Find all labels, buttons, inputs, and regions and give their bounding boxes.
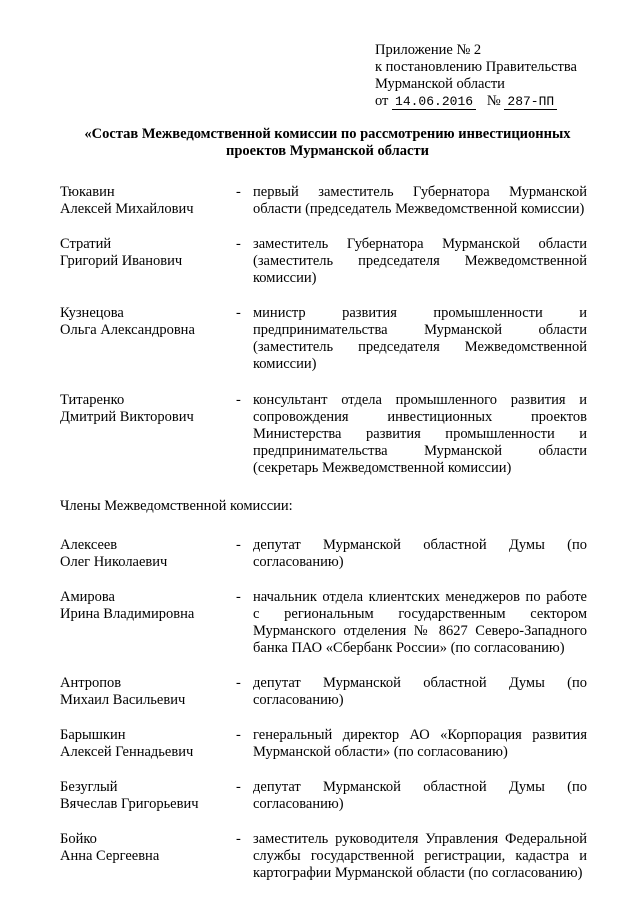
roster-row <box>60 392 587 477</box>
member-surname: Стратий <box>60 236 112 252</box>
member-name <box>60 305 236 339</box>
member-name <box>60 236 236 270</box>
appendix-header <box>375 42 615 110</box>
member-role: первый заместитель Губернатора Мурманской области (председатель Межведомственной комиссии) <box>253 184 587 217</box>
separator-dash: - <box>236 675 241 691</box>
separator-dash: - <box>236 392 241 408</box>
roster-row <box>60 236 587 287</box>
member-role: депутат Мурманской областной Думы (по согласованию) <box>253 675 587 708</box>
member-surname: Безуглый <box>60 779 118 795</box>
decree-number: 287-ПП <box>504 94 557 110</box>
member-name <box>60 831 236 865</box>
member-role: депутат Мурманской областной Думы (по согласованию) <box>253 537 587 570</box>
date-prefix: от <box>375 93 389 109</box>
member-name <box>60 589 236 623</box>
member-role: начальник отдела клиентских менеджеров по работе с региональным государственным сектором Мурманского отделения № 8627 Северо-Западного банка ПАО «Сбербанк России» (по согласованию) <box>253 589 587 656</box>
member-name <box>60 779 236 813</box>
member-role: консультант отдела промышленного развития и сопровождения инвестиционных проектов Министерства развития промышленности и предпринимательства Мурманской области (секретарь Межведомственной комиссии) <box>253 392 587 476</box>
separator-dash: - <box>236 184 241 200</box>
roster-row <box>60 537 587 571</box>
appendix-date-line <box>375 93 615 110</box>
member-given-names: Ольга Александровна <box>60 322 195 338</box>
member-surname: Амирова <box>60 589 115 605</box>
member-surname: Антропов <box>60 675 122 691</box>
member-role: заместитель Губернатора Мурманской области (заместитель председателя Межведомственной комиссии) <box>253 236 587 286</box>
title-line-2: проектов Мурманской области <box>226 143 429 159</box>
roster-row <box>60 675 587 709</box>
member-given-names: Алексей Геннадьевич <box>60 744 194 760</box>
member-role: министр развития промышленности и предпринимательства Мурманской области (заместитель председателя Межведомственной комиссии) <box>253 305 587 372</box>
member-name <box>60 675 236 709</box>
separator-dash: - <box>236 537 241 553</box>
member-surname: Алексеев <box>60 537 118 553</box>
member-role: депутат Мурманской областной Думы (по согласованию) <box>253 779 587 812</box>
separator-dash: - <box>236 305 241 321</box>
members-heading: Члены Межведомственной комиссии: <box>60 498 293 514</box>
member-given-names: Олег Николаевич <box>60 554 168 570</box>
member-name <box>60 727 236 761</box>
member-surname: Барышкин <box>60 727 126 743</box>
roster-row <box>60 305 587 373</box>
member-surname: Тюкавин <box>60 184 115 200</box>
commission-roster <box>60 184 587 882</box>
member-name <box>60 184 236 218</box>
member-given-names: Дмитрий Викторович <box>60 409 194 425</box>
member-given-names: Ирина Владимировна <box>60 606 195 622</box>
appendix-number: Приложение № 2 <box>375 42 482 58</box>
document-title <box>50 126 605 160</box>
appendix-reference: к постановлению Правительства <box>375 59 577 75</box>
title-line-1: «Состав Межведомственной комиссии по рассмотрению инвестиционных <box>84 126 571 142</box>
decree-date: 14.06.2016 <box>392 94 476 110</box>
member-given-names: Вячеслав Григорьевич <box>60 796 199 812</box>
roster-row <box>60 779 587 813</box>
number-prefix: № <box>486 93 501 109</box>
member-given-names: Михаил Васильевич <box>60 692 186 708</box>
member-given-names: Алексей Михайлович <box>60 201 194 217</box>
separator-dash: - <box>236 831 241 847</box>
member-surname: Титаренко <box>60 392 125 408</box>
separator-dash: - <box>236 236 241 252</box>
member-role: генеральный директор АО «Корпорация развития Мурманской области» (по согласованию) <box>253 727 587 760</box>
separator-dash: - <box>236 779 241 795</box>
separator-dash: - <box>236 727 241 743</box>
member-name <box>60 392 236 426</box>
roster-row <box>60 184 587 218</box>
roster-row <box>60 589 587 657</box>
appendix-region: Мурманской области <box>375 76 505 92</box>
roster-row <box>60 831 587 882</box>
member-surname: Бойко <box>60 831 97 847</box>
roster-row <box>60 727 587 761</box>
member-given-names: Григорий Иванович <box>60 253 183 269</box>
member-name <box>60 537 236 571</box>
member-given-names: Анна Сергеевна <box>60 848 160 864</box>
separator-dash: - <box>236 589 241 605</box>
member-role: заместитель руководителя Управления Федеральной службы государственной регистрации, кадастра и картографии Мурманской области (по согласованию) <box>253 831 587 881</box>
member-surname: Кузнецова <box>60 305 124 321</box>
